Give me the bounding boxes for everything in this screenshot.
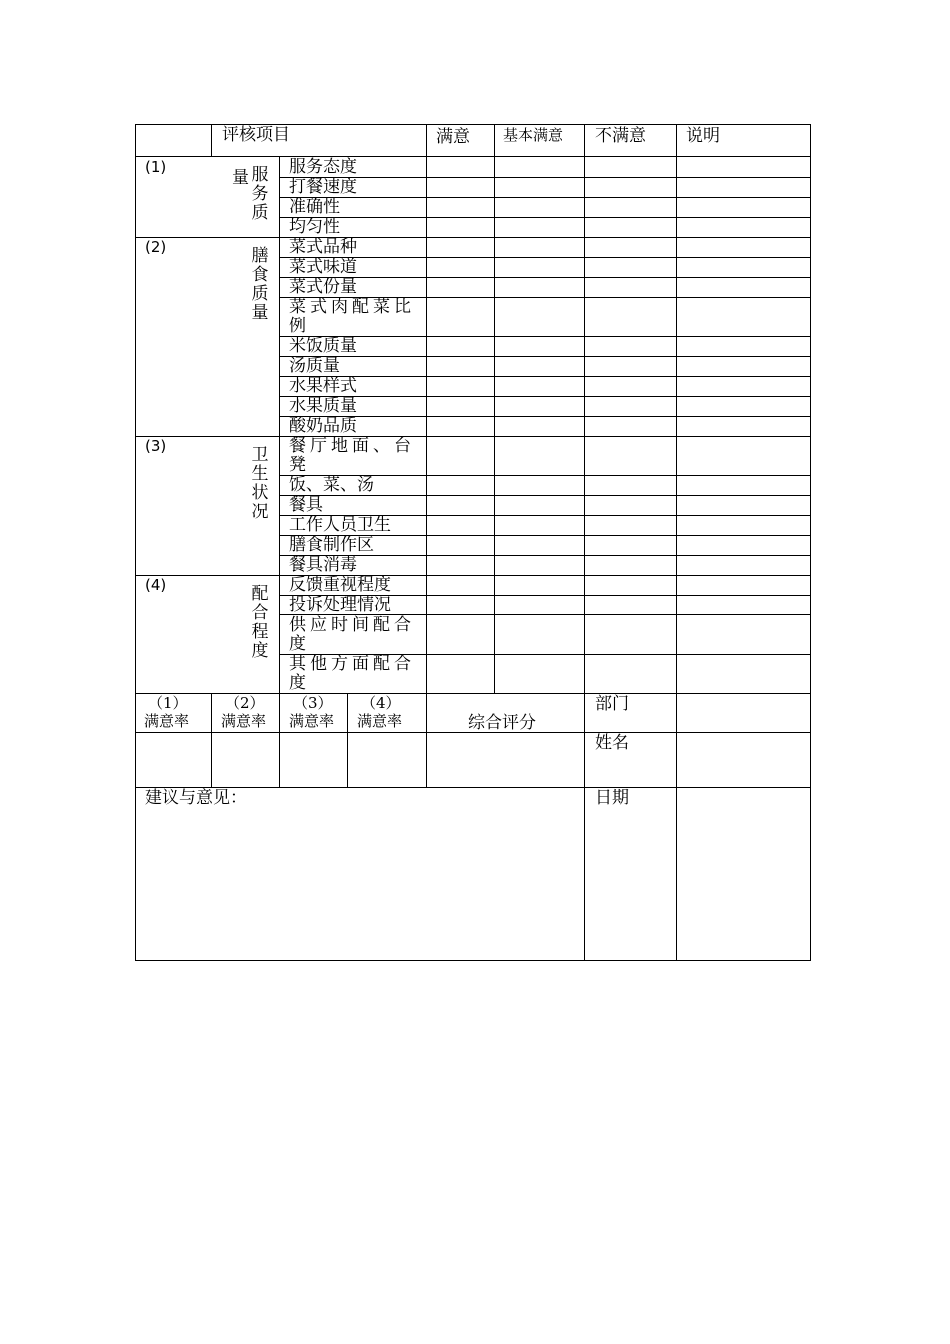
rule — [676, 124, 677, 961]
group-number: (1) — [145, 158, 167, 176]
item-label: 餐具 — [289, 495, 323, 515]
rate-number: （1） — [148, 694, 188, 712]
group-title-part: 量 — [232, 168, 249, 188]
rule — [279, 177, 811, 178]
item-label: 其他方面配合度 — [289, 654, 415, 693]
item-label: 水果质量 — [289, 396, 357, 416]
suggestion-label: 建议与意见： — [145, 788, 247, 808]
item-label: 工作人员卫生 — [289, 515, 391, 535]
rule — [426, 124, 427, 788]
group-title: 配合程度 — [251, 584, 269, 661]
rule — [279, 217, 811, 218]
rule — [279, 156, 280, 788]
item-label: 准确性 — [289, 197, 340, 217]
item-label: 餐具消毒 — [289, 555, 357, 575]
rate-label: 满意率 — [144, 712, 190, 730]
group-number: (2) — [145, 238, 167, 256]
group-title: 膳食质量 — [251, 246, 269, 323]
rule — [279, 396, 811, 397]
rule — [135, 575, 811, 576]
rule — [135, 960, 811, 961]
rule — [279, 277, 811, 278]
rule — [211, 693, 212, 788]
rule — [211, 124, 212, 157]
item-label: 均匀性 — [289, 217, 340, 237]
item-label: 投诉处理情况 — [289, 595, 391, 615]
rule — [135, 436, 811, 437]
rate-number: （4） — [361, 694, 401, 712]
group-title: 卫生状况 — [251, 445, 269, 522]
item-label: 米饭质量 — [289, 336, 357, 356]
name-label: 姓名 — [595, 733, 629, 753]
header-note: 说明 — [686, 126, 720, 146]
item-label: 餐厅地面、台凳 — [289, 436, 415, 475]
header-satisfied: 满意 — [436, 127, 470, 147]
date-label: 日期 — [595, 788, 629, 808]
rate-number: （2） — [225, 694, 265, 712]
rule — [279, 555, 811, 556]
header-basic-satisfied: 基本满意 — [503, 126, 564, 144]
rate-number: （3） — [293, 694, 333, 712]
rule — [279, 336, 811, 337]
rule — [279, 257, 811, 258]
rule — [135, 237, 811, 238]
rule — [810, 124, 811, 961]
rule — [279, 197, 811, 198]
rule — [135, 156, 811, 157]
rule — [279, 416, 811, 417]
rule — [279, 356, 811, 357]
item-label: 服务态度 — [289, 157, 357, 177]
department-label: 部门 — [595, 694, 629, 714]
rule — [494, 124, 495, 694]
item-label: 反馈重视程度 — [289, 575, 391, 595]
header-item-label: 评核项目 — [222, 125, 290, 145]
rate-label: 满意率 — [357, 712, 403, 730]
item-label: 菜式份量 — [289, 277, 357, 297]
group-number: (3) — [145, 437, 167, 455]
rule — [584, 124, 585, 961]
rule — [279, 376, 811, 377]
item-label: 打餐速度 — [289, 177, 357, 197]
item-label: 汤质量 — [289, 356, 340, 376]
rule — [279, 495, 811, 496]
rate-label: 满意率 — [221, 712, 267, 730]
item-label: 水果样式 — [289, 376, 357, 396]
item-label: 膳食制作区 — [289, 535, 374, 555]
group-title: 服务质 — [251, 165, 269, 223]
item-label: 饭、菜、汤 — [289, 475, 374, 495]
rate-label: 满意率 — [289, 712, 335, 730]
rule — [211, 237, 212, 238]
item-label: 菜式品种 — [289, 237, 357, 257]
item-label: 供应时间配合度 — [289, 615, 415, 654]
group-number: (4) — [145, 576, 167, 594]
rule — [135, 124, 136, 961]
item-label: 酸奶品质 — [289, 416, 357, 436]
header-unsatisfied: 不满意 — [595, 126, 646, 146]
item-label: 菜式味道 — [289, 257, 357, 277]
rule — [347, 693, 348, 788]
item-label: 菜式肉配菜比例 — [289, 297, 415, 336]
overall-score-label: 综合评分 — [468, 713, 536, 733]
